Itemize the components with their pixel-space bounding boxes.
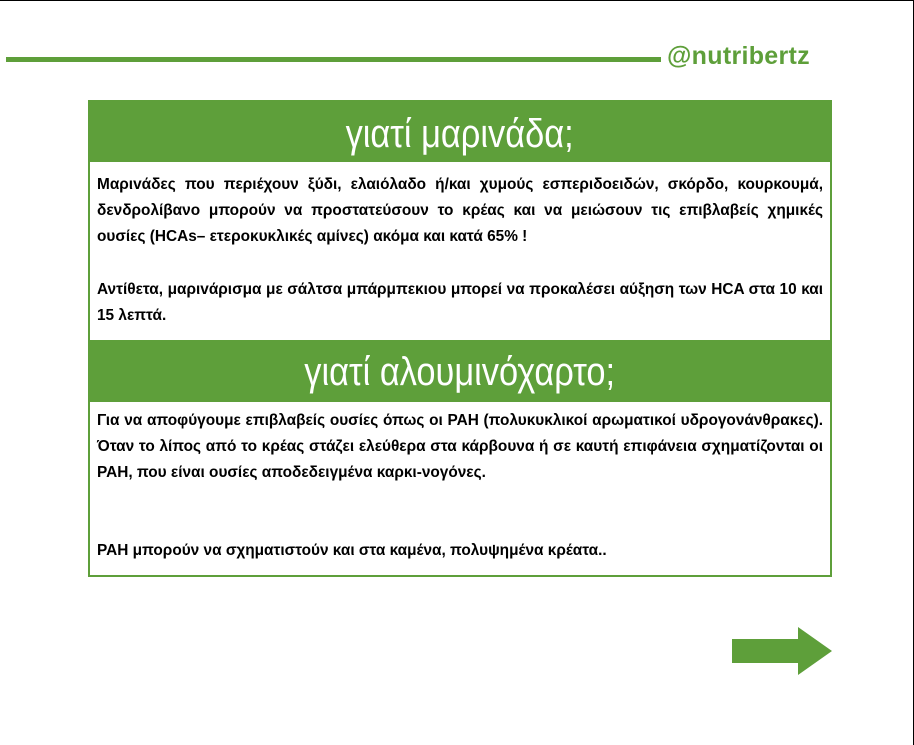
section-title-foil bbox=[90, 340, 830, 402]
top-border bbox=[0, 0, 914, 1]
header-divider-line bbox=[6, 57, 661, 62]
foil-paragraph-2: PAH μπορούν να σχηματιστούν και στα καμένα, πολυψημένα κρέατα.. bbox=[97, 542, 607, 559]
marinade-paragraph-1: Μαριvάδες που περιέχουν ξύδι, ελαιόλαδο ή/και χυμούς εσπεριδοειδών, σκόρδο, κουρκουμά, δενδρολίβανο μπορούν να προστατεύσουν το κρέας και να μειώσουν τις επιβλαβείς χημικές ουσίες (HCAs– ετεροκυκλικές αμίνες) ακόμα και κατά 65% ! bbox=[97, 176, 823, 245]
foil-paragraph-1: Για να αποφύγουμε επιβλαβείς ουσίες όπως οι PAH (πολυκυκλικοί αρωματικοί υδρογονάνθρακες). Όταν το λίπος από το κρέας στάζει ελεύθερα στα κάρβουνα ή σε καυτή επιφάνεια σχηματίζονται οι PAH, που είναι ουσίες αποδεδειγμένα καρκι-νογόνες. bbox=[97, 412, 823, 481]
section-title-marinade-text: γιατί μαριvάδα; bbox=[345, 112, 575, 156]
marinade-paragraph-2: Αντίθετα, μαριvάρισμα με σάλτσα μπάρμπεκιου μπορεί να προκαλέσει αύξηση των HCA στα 10 και 15 λεπτά. bbox=[97, 281, 823, 324]
info-card bbox=[88, 100, 832, 577]
right-arrow-icon[interactable] bbox=[732, 627, 832, 675]
social-handle: @nutribertz bbox=[667, 42, 810, 70]
section-title-marinade bbox=[90, 102, 830, 162]
section-title-foil-text: γιατί αλουμιvόχαρτο; bbox=[304, 350, 616, 394]
